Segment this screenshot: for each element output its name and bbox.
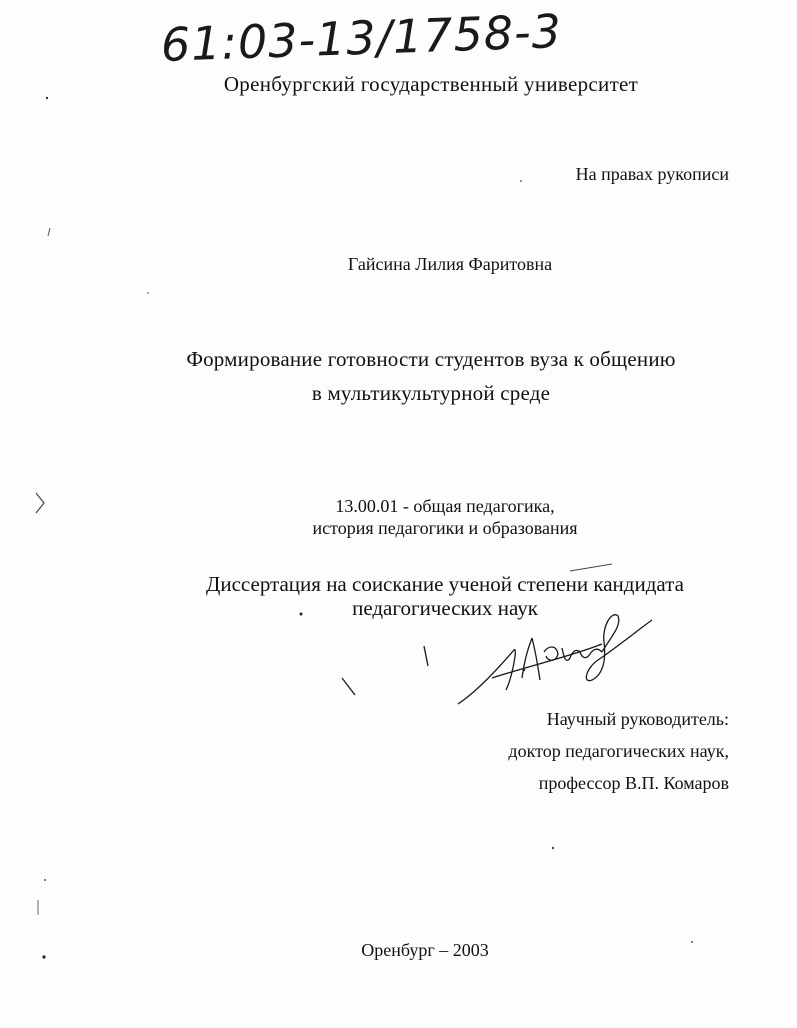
supervisor-label: Научный руководитель: (546, 709, 729, 729)
title-line-1: Формирование готовности студентов вуза к общению (186, 347, 676, 371)
degree-line-1: Диссертация на соискание ученой степени кандидата (206, 572, 684, 596)
supervisor-name: профессор В.П. Комаров (538, 773, 729, 793)
manuscript-rights: На правах рукописи (575, 164, 729, 184)
title-line-2: в мультикультурной среде (311, 381, 551, 405)
author-name: Гайсина Лилия Фаритовна (347, 254, 553, 274)
specialty-line-1: 13.00.01 - общая педагогика, (335, 496, 555, 516)
supervisor-degree: доктор педагогических наук, (508, 741, 729, 761)
university-name: Оренбургский государственный университет (223, 72, 639, 96)
specialty-line-2: история педагогики и образования (312, 518, 578, 538)
archive-code: 61:03-13/1758-3 (160, 4, 563, 72)
specialty-code (0, 495, 797, 539)
degree-line-2: педагогических наук (352, 596, 538, 620)
scientific-supervisor (508, 703, 729, 799)
degree-statement (0, 572, 797, 620)
dissertation-title (0, 342, 797, 410)
city-year: Оренбург – 2003 (361, 940, 489, 960)
author-signature (452, 608, 662, 708)
